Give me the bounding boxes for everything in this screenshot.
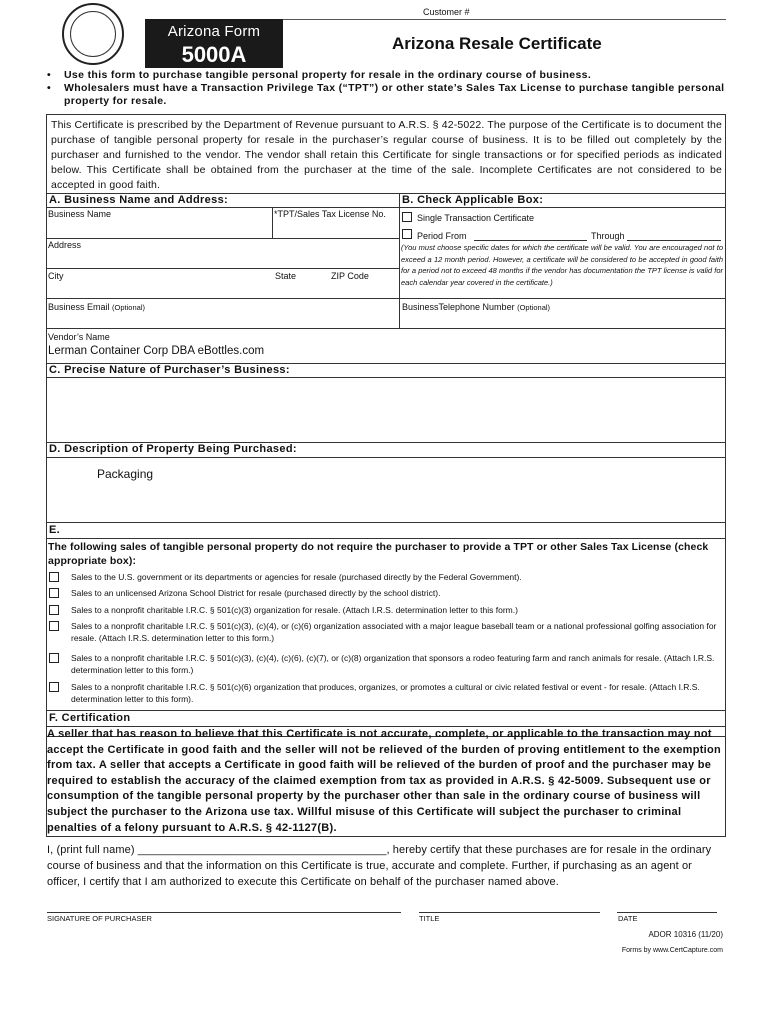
title-label: TITLE xyxy=(419,914,440,923)
section-e-heading: E. xyxy=(49,524,61,536)
signature-input[interactable] xyxy=(47,912,401,913)
signature-label: SIGNATURE OF PURCHASER xyxy=(47,914,152,923)
certification-text: A seller that has reason to believe that this Certificate is not accurate, complete, or applicable to the transaction may not accept the Certificate in good faith and the seller will not be relieved of the burden of proving entitlement to the exemption from tax. A seller that accepts a Certificate in good faith will be relieved of the burden of proof and the purchaser may be required to establish the accuracy of the claimed exemption from tax as provided in A.R.S. § 42-5009. Subsequent use or consumption of the tangible personal property by the purchaser other than sale in the ordinary course of business will subject the purchaser to the Arizona use tax. Willful misuse of this Certificate will subject the purchaser to criminal penalties of a felony pursuant to A.R.S. § 42-1127(B). xyxy=(47,728,721,834)
print-name-input[interactable] xyxy=(150,842,403,857)
exemption-checkbox-1[interactable] xyxy=(49,572,59,582)
address-input[interactable] xyxy=(48,251,396,267)
bullet-1: • Use this form to purchase tangible personal property for resale in the ordinary course of business. xyxy=(47,69,727,82)
period-from-label: Period From xyxy=(417,231,467,241)
period-from-input[interactable] xyxy=(474,240,587,241)
tpt-license-input[interactable] xyxy=(274,220,397,237)
form-code: ADOR 10316 (11/20) xyxy=(648,930,723,939)
exemption-item: Sales to a nonprofit charitable I.R.C. § 501(c)(3) organization for resale. (Attach I.R.S. determination letter to this form.) xyxy=(47,604,727,618)
certification-box xyxy=(46,726,726,837)
exemption-checkbox-4[interactable] xyxy=(49,621,59,631)
business-nature-input[interactable] xyxy=(48,380,722,440)
period-checkbox[interactable] xyxy=(402,229,412,239)
zip-label: ZIP Code xyxy=(331,271,369,281)
date-label: DATE xyxy=(618,914,638,923)
bullet-2: • Wholesalers must have a Transaction Privilege Tax (“TPT”) or other state’s Sales Tax License to purchase tangible personal property for resale. xyxy=(47,82,727,108)
vendor-label: Vendor’s Name xyxy=(48,332,110,342)
state-seal-logo xyxy=(62,3,124,65)
address-label: Address xyxy=(48,240,82,250)
customer-number-field[interactable] xyxy=(283,19,726,20)
property-description-value[interactable]: Packaging xyxy=(97,467,154,481)
page-title: Arizona Resale Certificate xyxy=(392,34,602,53)
email-input[interactable] xyxy=(48,313,396,327)
exemption-item: Sales to a nonprofit charitable I.R.C. § 501(c)(3), (c)(4), (c)(6), (c)(7), or (c)(8) organization that sponsors a rodeo featuring farm and ranch animals for resale. (Attach I.R.S. determination letter to this form.) xyxy=(47,652,727,678)
phone-label: BusinessTelephone Number (Optional) xyxy=(402,302,551,312)
section-d-heading: D. Description of Property Being Purchased: xyxy=(49,443,297,455)
certify-statement: I, (print full name) ________________________________________, hereby certify that these purchases are for resale in the ordinary course of business and that the information on this Certificate is true, accurate and complete. Further, if purchasing as an agent or officer, I certify that I am authorized to execute this Certificate on behalf of the purchaser named above. xyxy=(47,844,712,888)
section-a-heading: A. Business Name and Address: xyxy=(49,194,229,206)
exemption-checkbox-2[interactable] xyxy=(49,588,59,598)
footer-credit: Forms by www.CertCapture.com xyxy=(621,947,723,954)
form-label: Arizona Form xyxy=(167,23,261,40)
tpt-license-label: *TPT/Sales Tax License No. xyxy=(274,209,386,219)
exemption-item: Sales to a nonprofit charitable I.R.C. § 501(c)(3), (c)(4), or (c)(6) organization associated with a major league baseball team or a national professional golfing association for resale. (Attach I.R.S. determination letter to this form.) xyxy=(47,620,727,646)
intro-paragraph: This Certificate is prescribed by the Department of Revenue pursuant to A.R.S. § 42-5022. The purpose of the Certificate is to document the purchase of tangible personal property for resale in the purchaser’s regular course of business. It is to be filled out completely by the purchaser and furnished to the vendor. The vendor shall retain this Certificate for single transactions or for specified periods as indicated below. This Certificate shall be obtained from the purchaser at the time of the sale. Incomplete Certificates are not considered to be accepted in good faith. xyxy=(51,119,722,191)
business-name-input[interactable] xyxy=(48,220,270,237)
form-number-box xyxy=(145,19,283,68)
exemption-item: Sales to a nonprofit charitable I.R.C. § 501(c)(6) organization that produces, organizes, or promotes a cultural or civic related festival or event - for resale. (Attach I.R.S. determination letter to this form). xyxy=(47,681,727,707)
email-label: Business Email (Optional) xyxy=(48,302,145,312)
phone-input[interactable] xyxy=(402,313,722,327)
section-e-intro: The following sales of tangible personal property do not require the purchaser to provide a TPT or other Sales Tax License (check appropriate box): xyxy=(48,541,709,567)
period-through-input[interactable] xyxy=(627,240,721,241)
exemption-checkbox-5[interactable] xyxy=(49,653,59,663)
exemption-item: Sales to an unlicensed Arizona School District for resale (purchased directly by the school district). xyxy=(47,587,727,601)
business-name-label: Business Name xyxy=(48,209,112,219)
exemption-checkbox-3[interactable] xyxy=(49,605,59,615)
section-c-heading: C. Precise Nature of Purchaser’s Business: xyxy=(49,364,290,376)
customer-number-label: Customer # xyxy=(423,7,470,17)
date-input[interactable] xyxy=(617,912,717,913)
instruction-bullets xyxy=(47,69,727,108)
vendor-value[interactable]: Lerman Container Corp DBA eBottles.com xyxy=(48,345,265,357)
single-transaction-checkbox[interactable] xyxy=(402,212,412,222)
period-note: (You must choose specific dates for which the certificate will be valid. You are encouraged not to exceed a 12 month period. However, a certificate will be considered to be accepted in good faith for a period not to exceed 48 months if the vendor has documentation the TPT license is valid for each calendar year covered in the certificate.) xyxy=(401,243,723,287)
single-transaction-label: Single Transaction Certificate xyxy=(417,213,535,223)
city-state-zip-input[interactable] xyxy=(48,282,396,296)
form-number: 5000A xyxy=(181,42,247,67)
section-b-heading: B. Check Applicable Box: xyxy=(402,194,544,206)
section-f-heading: F. Certification xyxy=(49,712,131,724)
exemption-checkbox-6[interactable] xyxy=(49,682,59,692)
title-input[interactable] xyxy=(419,912,600,913)
state-label: State xyxy=(275,271,297,281)
city-label: City xyxy=(48,271,64,281)
exemption-item: Sales to the U.S. government or its departments or agencies for resale (purchased directly by the Federal Government). xyxy=(47,571,727,585)
through-label: Through xyxy=(591,231,625,241)
